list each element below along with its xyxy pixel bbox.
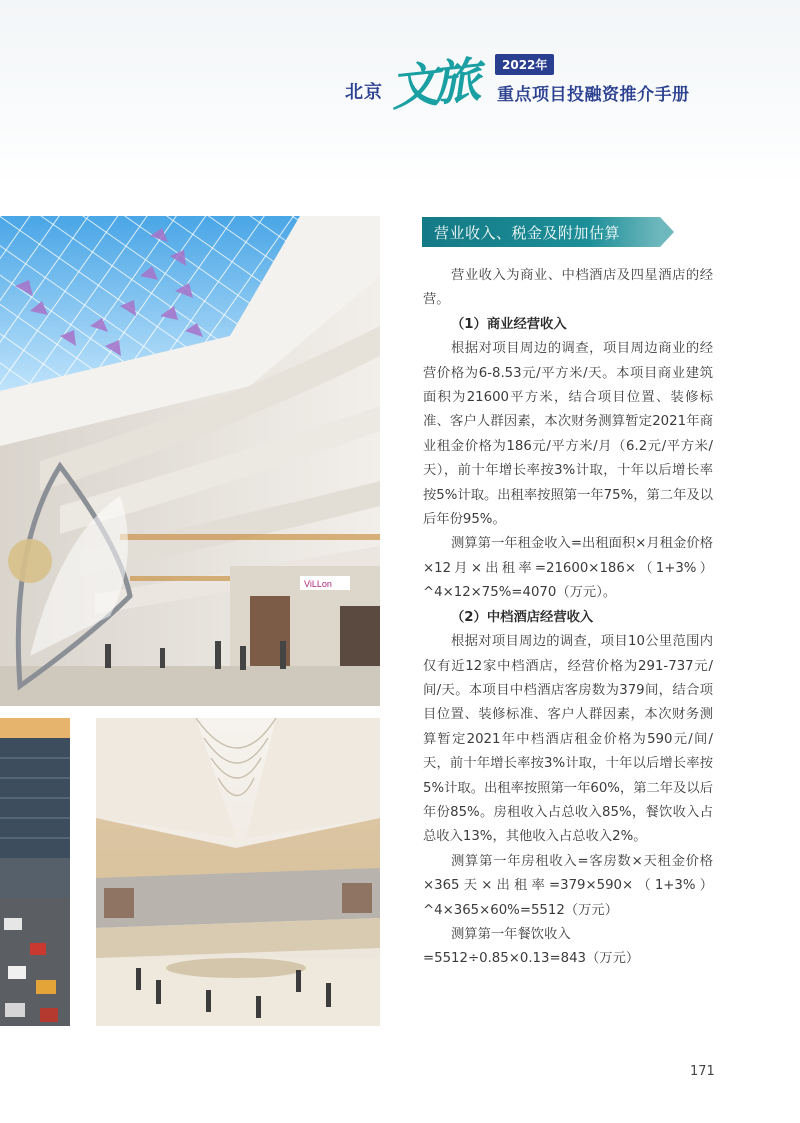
brand-title: 重点项目投融资推介手册 xyxy=(497,85,690,105)
page-number: 171 xyxy=(690,1064,715,1079)
subheading-hotel: （2）中档酒店经营收入 xyxy=(451,609,594,625)
paragraph-hotel-3: 测算第一年餐饮收入 xyxy=(451,926,571,942)
paragraph-commercial-1: 根据对项目周边的调查，项目周边商业的经营价格为6-8.53元/平方米/天。本项目商业建筑面积为21600平方米，结合项目位置、装修标准、客户人群因素，本次财务测算暂定2021年商业租金价格为186元/平方米/月（6.2元/平方米/天），前十年增长率按3%计取，十年以后增长率按5%计取。出租率按照第一年75%，第二年及以后年份95%。 xyxy=(423,341,713,528)
paragraph-commercial-2: 测算第一年租金收入=出租面积×月租金价格×12月×出租率=21600×186×（1+3%）^4×12×75%=4070（万元）。 xyxy=(423,536,713,601)
street-photo xyxy=(0,718,70,1026)
mall-atrium-photo xyxy=(0,216,380,706)
paragraph-intro: 营业收入为商业、中档酒店及四星酒店的经营。 xyxy=(423,268,713,308)
store-sign: ViLLon xyxy=(304,579,332,589)
brand-logo xyxy=(345,40,745,130)
subheading-commercial: （1）商业经营收入 xyxy=(451,316,567,332)
paragraph-hotel-2: 测算第一年房租收入=客房数×天租金价格×365天×出租率=379×590×（1+3%）^4×365×60%=5512（万元） xyxy=(423,853,713,918)
year-badge: 2022年 xyxy=(495,54,554,75)
paragraph-hotel-4: =5512÷0.85×0.13=843（万元） xyxy=(423,951,640,967)
brand-calligraphy: 文旅 xyxy=(387,52,478,118)
section-heading: 营业收入、税金及附加估算 xyxy=(422,217,660,247)
paragraph-hotel-1: 根据对项目周边的调查，项目10公里范围内仅有近12家中档酒店，经营价格为291-737元/间/天。本项目中档酒店客房数为379间，结合项目位置、装修标准、客户人群因素，本次财务测算暂定2021年中档酒店租金价格为590元/间/天，前十年增长率按3%计取，十年以后增长率按5%计取。出租率按照第一年60%，第二年及以后年份85%。房租收入占总收入85%，餐饮收入占总收入13%，其他收入占总收入2%。 xyxy=(423,634,713,845)
brand-beijing: 北京 xyxy=(345,82,383,103)
body-text xyxy=(423,264,713,972)
mall-interior-photo xyxy=(96,718,380,1026)
